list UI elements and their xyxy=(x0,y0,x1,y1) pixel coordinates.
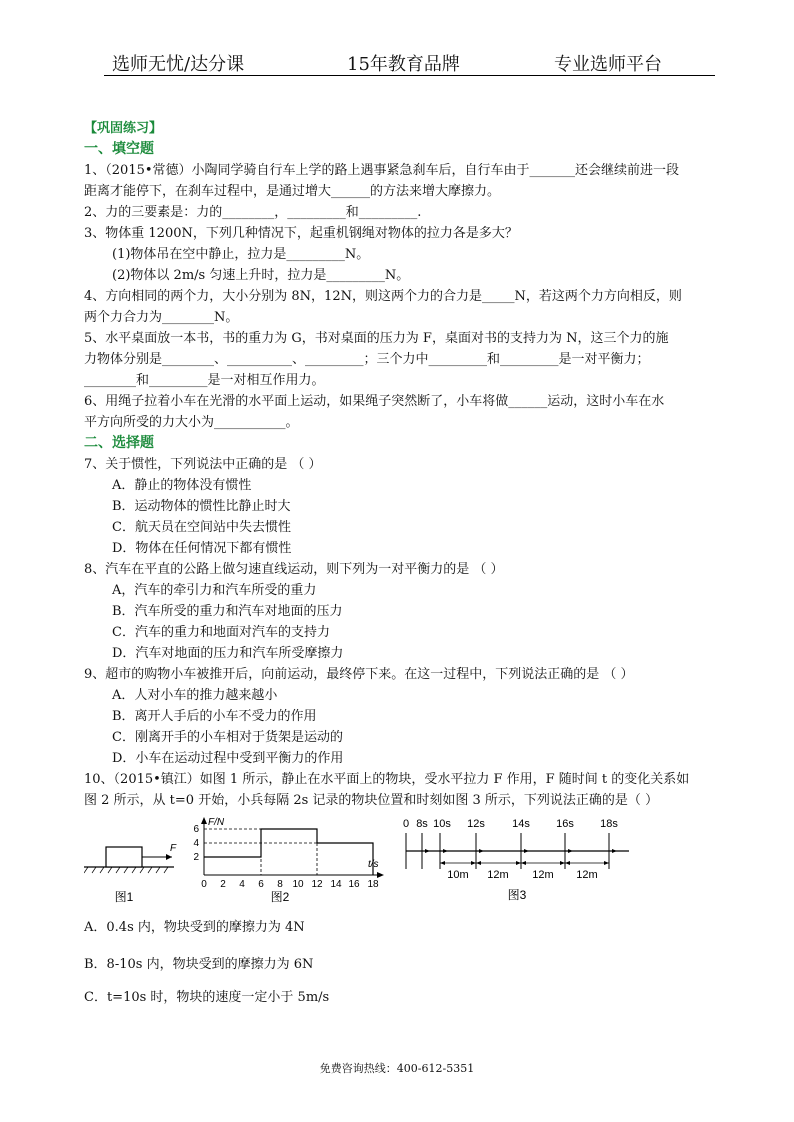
fig1-ground-hatch xyxy=(84,867,168,873)
question-7-option-c: C．航天员在空间站中失去惯性 xyxy=(112,520,291,535)
fig3-time-14s: 14s xyxy=(512,818,530,830)
question-7-stem: 7、关于惯性，下列说法中正确的是 （ ） xyxy=(84,457,322,472)
header-right: 专业选师平台 xyxy=(554,54,662,75)
section2-title: 二、选择题 xyxy=(84,435,154,451)
question-5-line1: 5、水平桌面放一本书，书的重力为 G，书对桌面的压力为 F，桌面对书的支持力为 N，这三个力的施 xyxy=(84,331,669,346)
fig2-x-tick-16: 16 xyxy=(348,879,360,890)
fig2-x-axis-label: t/s xyxy=(368,859,379,870)
fig3-distance-1: 10m xyxy=(447,869,469,881)
figures-svg xyxy=(84,815,724,907)
header-left: 选师无忧/达分课 xyxy=(112,54,245,75)
question-9-option-a: A．人对小车的推力越来越小 xyxy=(112,688,278,703)
fig2-x-tick-4: 4 xyxy=(239,879,245,890)
question-9-option-b: B．离开人手后的小车不受力的作用 xyxy=(112,709,317,724)
question-1-line2: 距离才能停下，在刹车过程中，是通过增大______的方法来增大摩擦力。 xyxy=(84,184,501,199)
fig2-y-arrowhead xyxy=(201,817,207,824)
fig3-time-0: 0 xyxy=(402,818,410,830)
question-10-stem-line1: 10、（2015•镇江）如图 1 所示，静止在水平面上的物块，受水平拉力 F 作用，F 随时间 t 的变化关系如 xyxy=(84,772,690,787)
question-4-line2: 两个力合力为________N。 xyxy=(84,310,239,325)
fig2-x-tick-0: 0 xyxy=(201,879,207,890)
exercise-content xyxy=(84,118,724,1008)
fig1-block xyxy=(106,847,142,867)
figure-3 xyxy=(403,818,629,902)
fig2-x-arrowhead xyxy=(377,872,384,878)
fig2-force-curve xyxy=(204,829,373,875)
question-4-line1: 4、方向相同的两个力，大小分别为 8N，12N，则这两个力的合力是_____N，若这两个力方向相反，则 xyxy=(84,289,682,304)
fig1-arrowhead xyxy=(166,854,172,860)
fig3-time-16s: 16s xyxy=(556,818,574,830)
question-3-part2: (2)物体以 2m/s 匀速上升时，拉力是_________N。 xyxy=(112,268,410,283)
fig3-distance-3: 12m xyxy=(532,869,554,881)
header-center: 15年教育品牌 xyxy=(347,54,460,75)
fig2-x-tick-8: 8 xyxy=(277,879,283,890)
question-9-stem: 9、超市的购物小车被推开后，向前运动，最终停下来。在这一过程中，下列说法正确的是 （ ） xyxy=(84,667,634,682)
fig2-y-tick-6: 6 xyxy=(193,824,199,835)
question-8-option-c: C．汽车的重力和地面对汽车的支持力 xyxy=(112,625,330,640)
fig2-y-axis-label: F/N xyxy=(208,817,225,828)
question-6-line2: 平方向所受的力大小为___________。 xyxy=(84,415,299,430)
fig2-x-ticks xyxy=(201,879,379,890)
question-3-line1: 3、物体重 1200N，下列几种情况下，起重机钢绳对物体的拉力各是多大？ xyxy=(84,226,518,241)
question-2: 2、力的三要素是：力的________，_________和_________. xyxy=(84,205,422,220)
page-header xyxy=(104,46,715,76)
fig2-x-tick-12: 12 xyxy=(311,879,323,890)
section1-title: 一、填空题 xyxy=(84,141,154,157)
fig2-x-tick-18: 18 xyxy=(367,879,379,890)
fig2-caption: 图2 xyxy=(270,890,290,904)
question-7-option-b: B．运动物体的惯性比静止时大 xyxy=(112,499,291,514)
question-10-option-a: A．0.4s 内，物块受到的摩擦力为 4N xyxy=(84,920,305,935)
figure-1 xyxy=(84,843,177,904)
fig2-x-tick-14: 14 xyxy=(330,879,342,890)
question-8-option-d: D．汽车对地面的压力和汽车所受摩擦力 xyxy=(112,646,344,661)
question-1-line1: 1、（2015•常德）小陶同学骑自行车上学的路上遇事紧急刹车后，自行车由于_______还会继续前进一段 xyxy=(84,163,680,178)
fig1-force-label: F xyxy=(170,843,177,854)
question-6-line1: 6、用绳子拉着小车在光滑的水平面上运动，如果绳子突然断了，小车将做______运动，这时小车在水 xyxy=(84,394,665,409)
fig3-distance-2: 12m xyxy=(487,869,509,881)
question-8-option-a: A，汽车的牵引力和汽车所受的重力 xyxy=(112,583,317,598)
question-9-option-c: C．刚离开手的小车相对于货架是运动的 xyxy=(112,730,343,745)
question-8-option-b: B．汽车所受的重力和汽车对地面的压力 xyxy=(112,604,343,619)
fig2-x-tick-6: 6 xyxy=(258,879,264,890)
question-10-option-b: B．8-10s 内，物块受到的摩擦力为 6N xyxy=(84,957,314,972)
fig3-caption: 图3 xyxy=(507,888,527,902)
fig2-x-tick-2: 2 xyxy=(220,879,226,890)
figure-2 xyxy=(193,817,384,904)
practice-tag: 【巩固练习】 xyxy=(84,121,163,136)
fig3-time-12s: 12s xyxy=(467,818,485,830)
question-7-option-a: A．静止的物体没有惯性 xyxy=(112,478,252,493)
fig3-distance-labels xyxy=(447,869,597,881)
question-10-option-c: C．t=10s 时，物块的速度一定小于 5m/s xyxy=(84,990,330,1005)
question-5-line3: ________和_________是一对相互作用力。 xyxy=(84,373,325,388)
question-8-stem: 8、汽车在平直的公路上做匀速直线运动，则下列为一对平衡力的是 （ ） xyxy=(84,562,504,577)
footer-hotline: 免费咨询热线：400-612-5351 xyxy=(319,1062,475,1075)
fig2-x-tick-10: 10 xyxy=(292,879,304,890)
fig3-time-labels xyxy=(403,818,618,830)
fig2-y-tick-2: 2 xyxy=(193,852,199,863)
question-5-line2: 力物体分别是________、__________、_________；三个力中_________和_________是一对平衡力； xyxy=(84,352,650,367)
question-9-option-d: D．小车在运动过程中受到平衡力的作用 xyxy=(112,751,344,766)
fig3-time-18s: 18s xyxy=(600,818,618,830)
fig1-caption: 图1 xyxy=(114,890,134,904)
fig3-distance-4: 12m xyxy=(576,869,598,881)
fig3-time-8s: 8s xyxy=(416,818,428,830)
question-7-option-d: D．物体在任何情况下都有惯性 xyxy=(112,541,292,556)
fig3-time-10s: 10s xyxy=(433,818,451,830)
fig2-y-tick-4: 4 xyxy=(193,838,199,849)
question-3-part1: (1)物体吊在空中静止，拉力是_________N。 xyxy=(112,247,370,262)
question-10-figures xyxy=(84,815,724,907)
question-10-stem-line2: 图 2 所示，从 t=0 开始，小兵每隔 2s 记录的物块位置和时刻如图 3 所示，下列说法正确的是（ ） xyxy=(84,793,659,808)
